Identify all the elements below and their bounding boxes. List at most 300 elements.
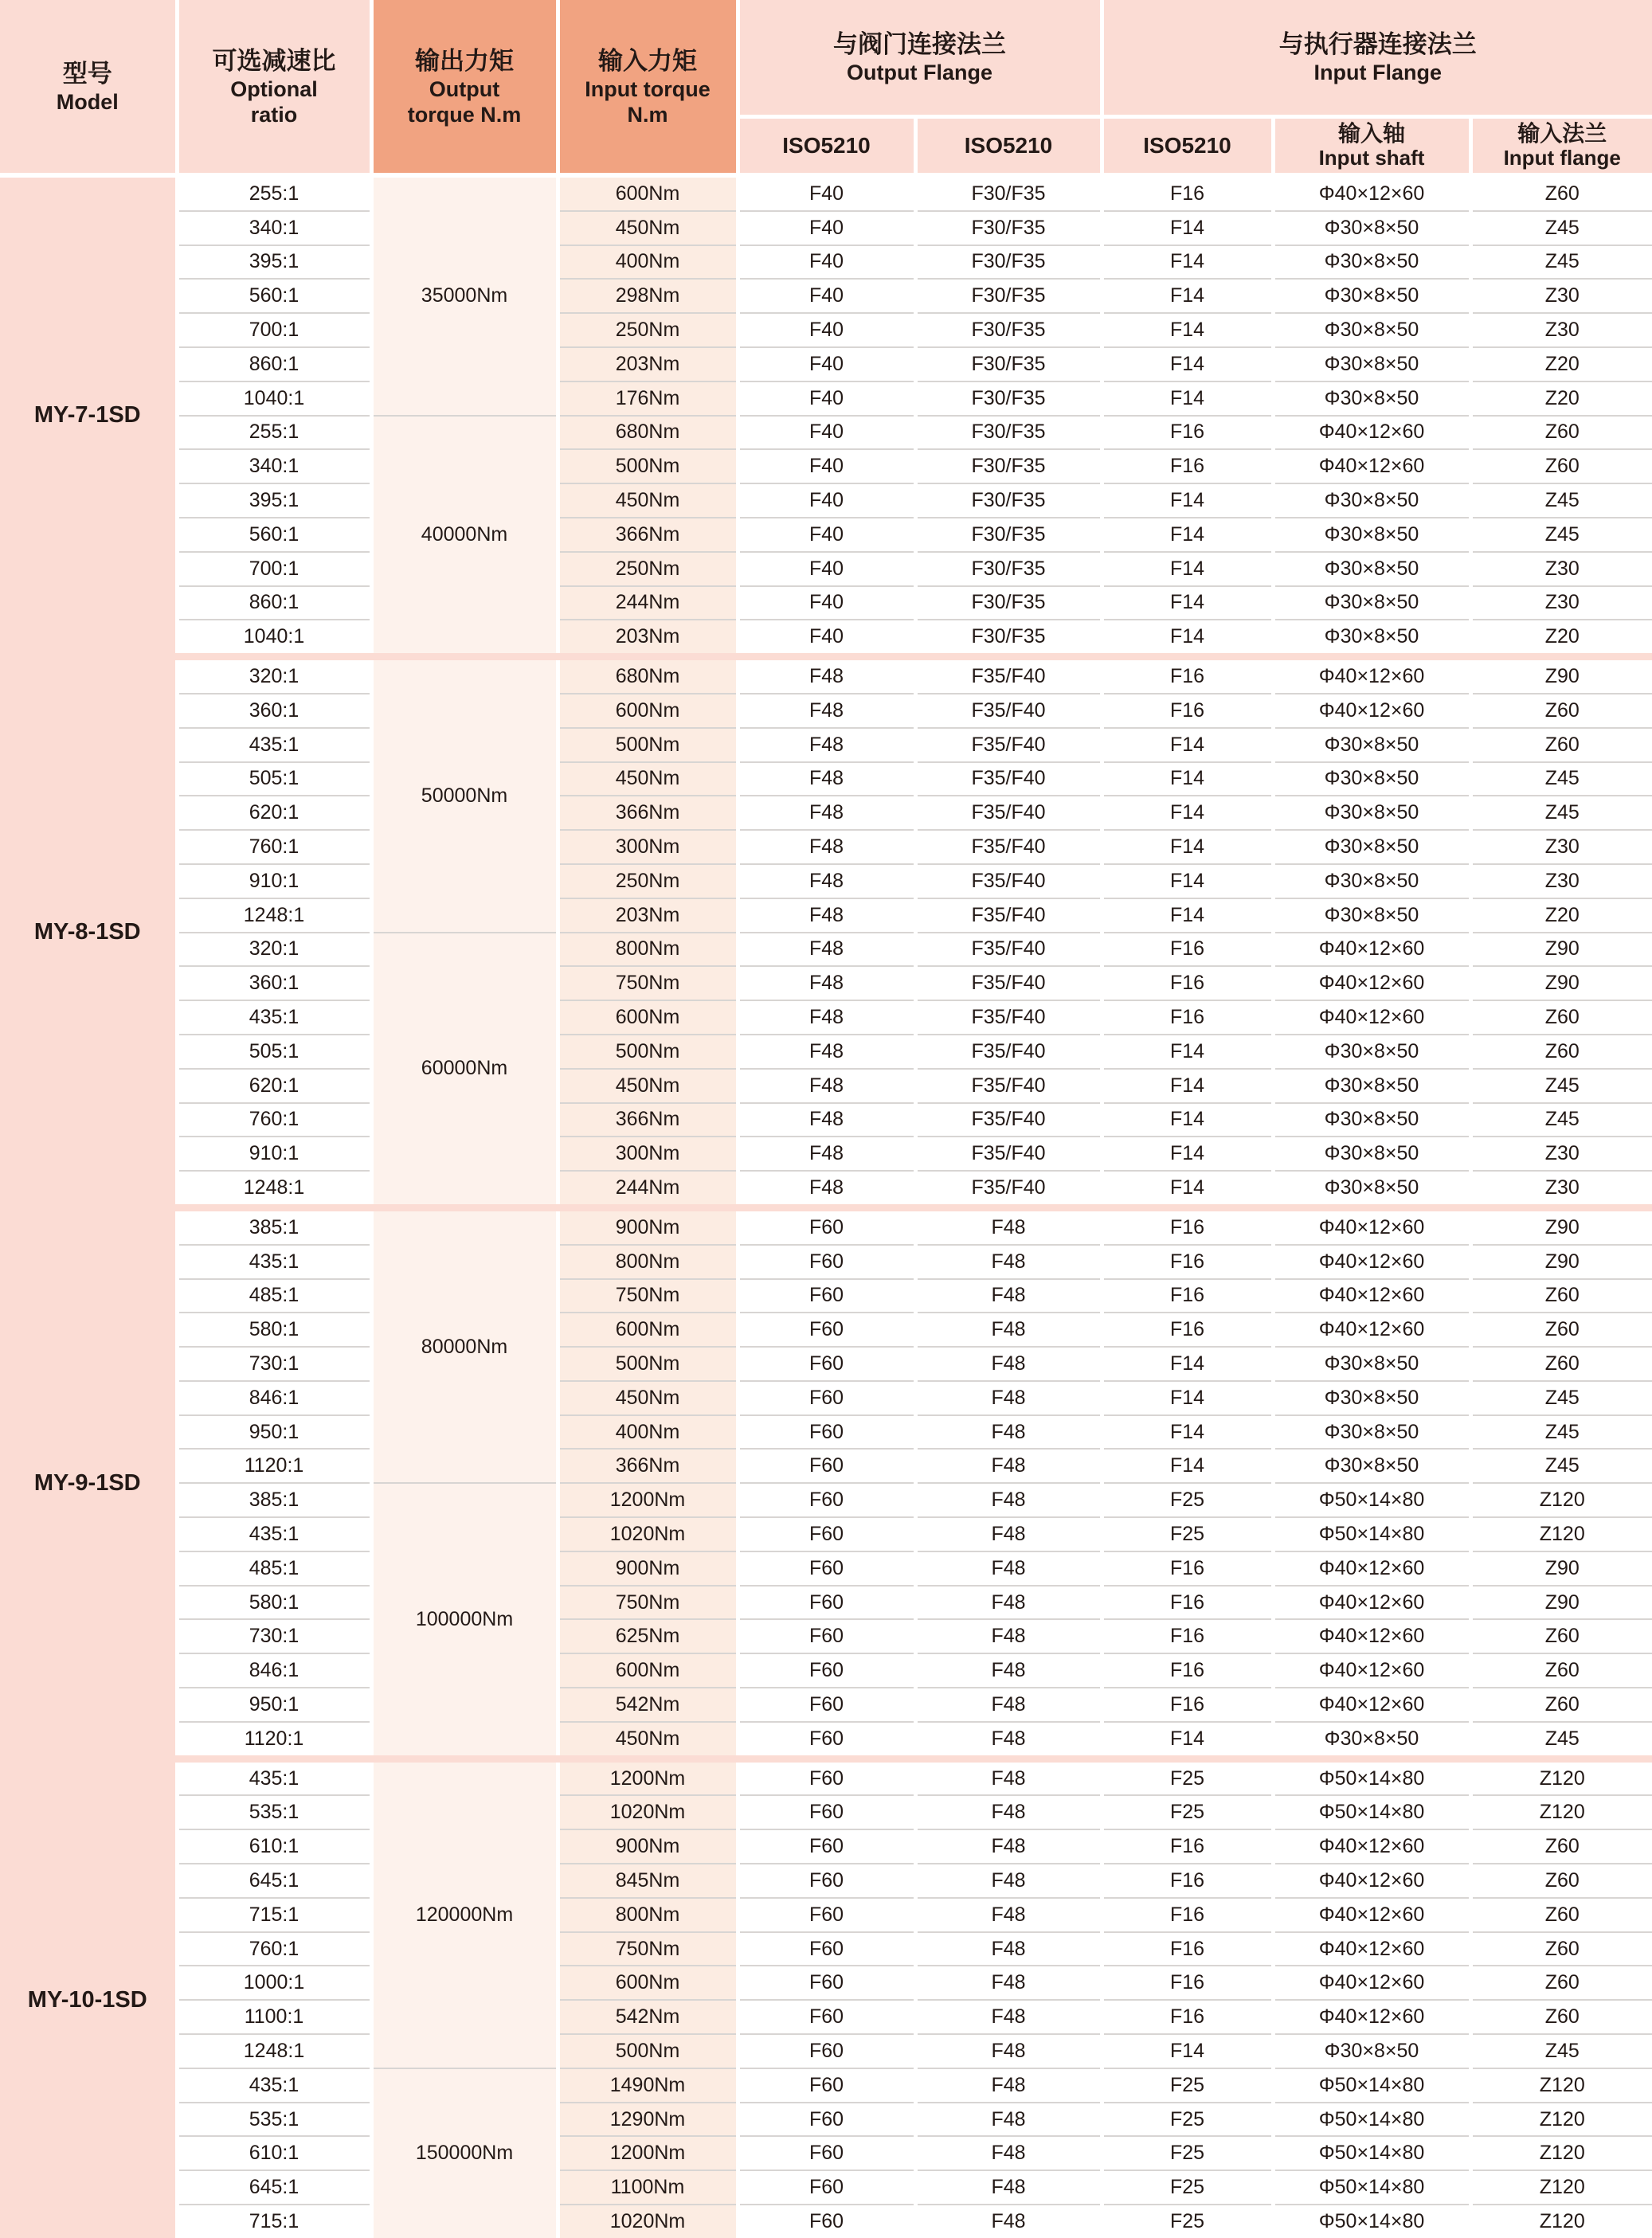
- cell-input-shaft: Φ40×12×60: [1273, 1313, 1470, 1347]
- cell-output-flange-iso2: F30/F35: [915, 313, 1102, 347]
- table-row: [0, 1000, 1652, 1035]
- cell-input-flange-iso: F14: [1102, 518, 1273, 552]
- cell-ratio: 715:1: [177, 2205, 371, 2238]
- cell-input-torque: 600Nm: [558, 694, 738, 728]
- cell-input-flange-z: Z30: [1470, 1137, 1652, 1171]
- cell-input-flange-iso: F16: [1102, 1551, 1273, 1586]
- cell-input-flange-z: Z30: [1470, 1171, 1652, 1207]
- cell-ratio: 730:1: [177, 1619, 371, 1653]
- cell-input-shaft: Φ40×12×60: [1273, 933, 1470, 967]
- table-row: [0, 830, 1652, 864]
- cell-output-flange-iso2: F30/F35: [915, 245, 1102, 280]
- cell-output-flange-iso1: F40: [738, 586, 915, 620]
- header-model-en: Model: [0, 89, 175, 115]
- cell-input-torque: 400Nm: [558, 1415, 738, 1450]
- cell-output-flange-iso1: F48: [738, 657, 915, 694]
- cell-input-shaft: Φ30×8×50: [1273, 518, 1470, 552]
- cell-ratio: 1248:1: [177, 898, 371, 933]
- cell-input-torque: 750Nm: [558, 1279, 738, 1313]
- output-torque-cell: 120000Nm: [371, 1759, 558, 2068]
- cell-output-flange-iso1: F48: [738, 1000, 915, 1035]
- cell-input-flange-iso: F16: [1102, 416, 1273, 450]
- cell-ratio: 485:1: [177, 1551, 371, 1586]
- cell-ratio: 846:1: [177, 1653, 371, 1688]
- cell-output-flange-iso2: F48: [915, 2000, 1102, 2034]
- cell-input-torque: 680Nm: [558, 657, 738, 694]
- output-torque-cell: 50000Nm: [371, 657, 558, 933]
- cell-ratio: 535:1: [177, 1795, 371, 1829]
- output-torque-cell: 60000Nm: [371, 933, 558, 1208]
- cell-ratio: 395:1: [177, 245, 371, 280]
- cell-input-flange-iso: F16: [1102, 1279, 1273, 1313]
- cell-input-flange-iso: F16: [1102, 1898, 1273, 1932]
- cell-input-torque: 366Nm: [558, 1449, 738, 1483]
- cell-output-flange-iso1: F40: [738, 175, 915, 211]
- cell-input-torque: 800Nm: [558, 1245, 738, 1279]
- cell-input-shaft: Φ40×12×60: [1273, 966, 1470, 1000]
- cell-input-flange-z: Z45: [1470, 762, 1652, 796]
- table-row: [0, 1759, 1652, 1795]
- cell-input-shaft: Φ50×14×80: [1273, 1759, 1470, 1795]
- cell-output-flange-iso2: F35/F40: [915, 1103, 1102, 1137]
- cell-output-flange-iso2: F48: [915, 1966, 1102, 2000]
- cell-input-flange-z: Z60: [1470, 1898, 1652, 1932]
- cell-output-flange-iso1: F48: [738, 898, 915, 933]
- cell-input-shaft: Φ50×14×80: [1273, 2103, 1470, 2137]
- cell-input-torque: 542Nm: [558, 2000, 738, 2034]
- cell-input-flange-z: Z120: [1470, 1795, 1652, 1829]
- table-row: [0, 1586, 1652, 1620]
- cell-output-flange-iso1: F48: [738, 1103, 915, 1137]
- cell-output-flange-iso1: F60: [738, 1619, 915, 1653]
- cell-output-flange-iso2: F48: [915, 1347, 1102, 1381]
- cell-input-torque: 203Nm: [558, 620, 738, 656]
- table-row: [0, 694, 1652, 728]
- cell-input-shaft: Φ30×8×50: [1273, 1722, 1470, 1759]
- cell-input-shaft: Φ50×14×80: [1273, 2170, 1470, 2205]
- table-row: [0, 762, 1652, 796]
- cell-output-flange-iso2: F48: [915, 1207, 1102, 1244]
- cell-output-flange-iso1: F60: [738, 2068, 915, 2103]
- cell-output-flange-iso2: F48: [915, 1829, 1102, 1864]
- cell-output-flange-iso1: F40: [738, 416, 915, 450]
- cell-output-flange-iso1: F60: [738, 1551, 915, 1586]
- cell-output-flange-iso2: F35/F40: [915, 694, 1102, 728]
- cell-input-flange-iso: F25: [1102, 2068, 1273, 2103]
- cell-output-flange-iso2: F30/F35: [915, 586, 1102, 620]
- cell-input-flange-z: Z120: [1470, 2136, 1652, 2170]
- cell-input-torque: 298Nm: [558, 279, 738, 313]
- cell-output-flange-iso2: F35/F40: [915, 830, 1102, 864]
- cell-output-flange-iso2: F35/F40: [915, 933, 1102, 967]
- header-valve-flange-en: Output Flange: [740, 60, 1100, 85]
- cell-input-flange-iso: F25: [1102, 2103, 1273, 2137]
- cell-input-flange-iso: F14: [1102, 898, 1273, 933]
- cell-output-flange-iso1: F40: [738, 245, 915, 280]
- cell-input-flange-z: Z60: [1470, 1000, 1652, 1035]
- cell-input-shaft: Φ30×8×50: [1273, 211, 1470, 245]
- cell-ratio: 950:1: [177, 1415, 371, 1450]
- cell-input-flange-z: Z60: [1470, 1313, 1652, 1347]
- cell-output-flange-iso2: F48: [915, 2034, 1102, 2068]
- cell-input-flange-iso: F14: [1102, 1137, 1273, 1171]
- cell-input-torque: 600Nm: [558, 1000, 738, 1035]
- cell-output-flange-iso2: F30/F35: [915, 175, 1102, 211]
- cell-output-flange-iso2: F30/F35: [915, 416, 1102, 450]
- cell-ratio: 360:1: [177, 966, 371, 1000]
- cell-output-flange-iso2: F48: [915, 1245, 1102, 1279]
- table-row: [0, 2068, 1652, 2103]
- cell-output-flange-iso2: F35/F40: [915, 966, 1102, 1000]
- cell-input-shaft: Φ50×14×80: [1273, 2205, 1470, 2238]
- cell-output-flange-iso2: F48: [915, 1759, 1102, 1795]
- cell-input-flange-iso: F14: [1102, 864, 1273, 898]
- cell-output-flange-iso2: F30/F35: [915, 620, 1102, 656]
- cell-input-flange-iso: F14: [1102, 483, 1273, 518]
- cell-ratio: 535:1: [177, 2103, 371, 2137]
- table-row: [0, 552, 1652, 586]
- table-row: [0, 620, 1652, 656]
- cell-input-flange-z: Z120: [1470, 2170, 1652, 2205]
- cell-output-flange-iso2: F35/F40: [915, 1069, 1102, 1103]
- cell-output-flange-iso1: F60: [738, 1688, 915, 1722]
- cell-input-shaft: Φ30×8×50: [1273, 898, 1470, 933]
- cell-output-flange-iso2: F48: [915, 1619, 1102, 1653]
- header-iso5210-1-label: ISO5210: [740, 134, 914, 158]
- cell-output-flange-iso1: F60: [738, 1586, 915, 1620]
- cell-output-flange-iso1: F60: [738, 2205, 915, 2238]
- cell-input-flange-z: Z120: [1470, 2205, 1652, 2238]
- cell-input-shaft: Φ30×8×50: [1273, 381, 1470, 416]
- cell-input-shaft: Φ30×8×50: [1273, 1171, 1470, 1207]
- cell-ratio: 645:1: [177, 1864, 371, 1898]
- table-row: [0, 1688, 1652, 1722]
- cell-input-flange-z: Z60: [1470, 1829, 1652, 1864]
- cell-output-flange-iso1: F40: [738, 279, 915, 313]
- cell-ratio: 1000:1: [177, 1966, 371, 2000]
- cell-output-flange-iso2: F48: [915, 1586, 1102, 1620]
- cell-ratio: 610:1: [177, 2136, 371, 2170]
- cell-ratio: 255:1: [177, 416, 371, 450]
- table-row: [0, 1171, 1652, 1207]
- cell-output-flange-iso1: F48: [738, 1171, 915, 1207]
- cell-input-torque: 542Nm: [558, 1688, 738, 1722]
- cell-input-flange-z: Z45: [1470, 211, 1652, 245]
- cell-input-flange-iso: F14: [1102, 728, 1273, 762]
- cell-input-flange-iso: F16: [1102, 1653, 1273, 1688]
- header-actuator-flange-en: Input Flange: [1104, 60, 1652, 85]
- cell-input-torque: 450Nm: [558, 762, 738, 796]
- cell-output-flange-iso1: F48: [738, 728, 915, 762]
- table-row: [0, 2103, 1652, 2137]
- cell-input-shaft: Φ30×8×50: [1273, 864, 1470, 898]
- cell-input-torque: 900Nm: [558, 1829, 738, 1864]
- cell-input-torque: 1490Nm: [558, 2068, 738, 2103]
- cell-output-flange-iso1: F60: [738, 1722, 915, 1759]
- cell-input-torque: 450Nm: [558, 211, 738, 245]
- table-row: [0, 416, 1652, 450]
- table-row: [0, 518, 1652, 552]
- cell-input-flange-iso: F14: [1102, 313, 1273, 347]
- cell-output-flange-iso1: F40: [738, 313, 915, 347]
- cell-input-shaft: Φ30×8×50: [1273, 2034, 1470, 2068]
- cell-ratio: 730:1: [177, 1347, 371, 1381]
- cell-output-flange-iso2: F30/F35: [915, 347, 1102, 381]
- cell-input-torque: 300Nm: [558, 1137, 738, 1171]
- cell-input-flange-iso: F14: [1102, 762, 1273, 796]
- cell-input-torque: 450Nm: [558, 1381, 738, 1415]
- cell-input-flange-iso: F16: [1102, 175, 1273, 211]
- cell-input-flange-z: Z60: [1470, 1864, 1652, 1898]
- header-output-torque: [371, 0, 558, 175]
- cell-input-shaft: Φ40×12×60: [1273, 1688, 1470, 1722]
- cell-output-flange-iso1: F60: [738, 1415, 915, 1450]
- table-row: [0, 1279, 1652, 1313]
- cell-output-flange-iso1: F60: [738, 1795, 915, 1829]
- cell-ratio: 1100:1: [177, 2000, 371, 2034]
- cell-output-flange-iso1: F40: [738, 347, 915, 381]
- table-row: [0, 1619, 1652, 1653]
- cell-output-flange-iso1: F60: [738, 1517, 915, 1551]
- cell-input-shaft: Φ40×12×60: [1273, 1245, 1470, 1279]
- header-actuator-flange-zh: 与执行器连接法兰: [1104, 29, 1652, 60]
- table-row: [0, 966, 1652, 1000]
- cell-output-flange-iso1: F60: [738, 1829, 915, 1864]
- table-row: [0, 1035, 1652, 1069]
- cell-input-flange-z: Z90: [1470, 966, 1652, 1000]
- cell-output-flange-iso1: F60: [738, 1347, 915, 1381]
- cell-input-flange-iso: F14: [1102, 1415, 1273, 1450]
- cell-output-flange-iso2: F48: [915, 1279, 1102, 1313]
- cell-input-torque: 600Nm: [558, 175, 738, 211]
- cell-input-torque: 250Nm: [558, 313, 738, 347]
- cell-ratio: 580:1: [177, 1586, 371, 1620]
- cell-input-flange-iso: F16: [1102, 1966, 1273, 2000]
- cell-output-flange-iso1: F48: [738, 1035, 915, 1069]
- cell-input-shaft: Φ30×8×50: [1273, 1069, 1470, 1103]
- cell-input-shaft: Φ40×12×60: [1273, 1551, 1470, 1586]
- cell-input-flange-z: Z60: [1470, 416, 1652, 450]
- cell-input-shaft: Φ30×8×50: [1273, 1347, 1470, 1381]
- cell-output-flange-iso1: F40: [738, 211, 915, 245]
- cell-output-flange-iso1: F40: [738, 483, 915, 518]
- cell-input-flange-z: Z30: [1470, 313, 1652, 347]
- cell-input-shaft: Φ40×12×60: [1273, 1653, 1470, 1688]
- cell-input-flange-z: Z30: [1470, 586, 1652, 620]
- cell-input-shaft: Φ40×12×60: [1273, 1966, 1470, 2000]
- cell-input-torque: 625Nm: [558, 1619, 738, 1653]
- cell-input-flange-z: Z30: [1470, 279, 1652, 313]
- cell-ratio: 505:1: [177, 762, 371, 796]
- cell-output-flange-iso2: F48: [915, 1517, 1102, 1551]
- cell-output-flange-iso2: F35/F40: [915, 898, 1102, 933]
- header-input-torque-en2: N.m: [560, 102, 736, 127]
- header-input-shaft-en: Input shaft: [1275, 147, 1469, 170]
- cell-input-torque: 176Nm: [558, 381, 738, 416]
- cell-input-torque: 450Nm: [558, 1722, 738, 1759]
- cell-input-flange-z: Z60: [1470, 1688, 1652, 1722]
- cell-input-torque: 500Nm: [558, 728, 738, 762]
- cell-input-shaft: Φ30×8×50: [1273, 1035, 1470, 1069]
- cell-output-flange-iso1: F60: [738, 1932, 915, 1966]
- cell-output-flange-iso2: F48: [915, 1688, 1102, 1722]
- cell-input-flange-z: Z30: [1470, 552, 1652, 586]
- cell-input-shaft: Φ40×12×60: [1273, 1279, 1470, 1313]
- cell-output-flange-iso2: F48: [915, 2103, 1102, 2137]
- table-header: [0, 0, 1652, 175]
- cell-input-torque: 500Nm: [558, 1347, 738, 1381]
- cell-output-flange-iso2: F48: [915, 2068, 1102, 2103]
- spec-table-body: [0, 175, 1652, 2238]
- cell-input-torque: 845Nm: [558, 1864, 738, 1898]
- table-row: [0, 657, 1652, 694]
- cell-ratio: 340:1: [177, 449, 371, 483]
- cell-input-torque: 600Nm: [558, 1313, 738, 1347]
- cell-output-flange-iso2: F35/F40: [915, 796, 1102, 830]
- cell-output-flange-iso2: F30/F35: [915, 483, 1102, 518]
- cell-output-flange-iso2: F48: [915, 1415, 1102, 1450]
- table-row: [0, 1207, 1652, 1244]
- table-row: [0, 1103, 1652, 1137]
- cell-input-torque: 800Nm: [558, 933, 738, 967]
- cell-input-flange-iso: F16: [1102, 1864, 1273, 1898]
- cell-input-torque: 244Nm: [558, 1171, 738, 1207]
- cell-input-shaft: Φ30×8×50: [1273, 586, 1470, 620]
- cell-input-flange-z: Z20: [1470, 620, 1652, 656]
- cell-input-flange-iso: F14: [1102, 1449, 1273, 1483]
- cell-input-flange-z: Z45: [1470, 1381, 1652, 1415]
- table-row: [0, 933, 1652, 967]
- cell-input-flange-iso: F25: [1102, 2170, 1273, 2205]
- table-row: [0, 1795, 1652, 1829]
- cell-input-flange-z: Z60: [1470, 449, 1652, 483]
- cell-output-flange-iso2: F48: [915, 1313, 1102, 1347]
- cell-ratio: 910:1: [177, 1137, 371, 1171]
- cell-input-shaft: Φ40×12×60: [1273, 2000, 1470, 2034]
- cell-input-flange-z: Z45: [1470, 1449, 1652, 1483]
- cell-input-flange-iso: F14: [1102, 830, 1273, 864]
- cell-output-flange-iso1: F40: [738, 518, 915, 552]
- table-row: [0, 864, 1652, 898]
- cell-input-flange-z: Z45: [1470, 245, 1652, 280]
- cell-input-torque: 1200Nm: [558, 1483, 738, 1517]
- cell-ratio: 760:1: [177, 1932, 371, 1966]
- cell-input-flange-z: Z45: [1470, 1103, 1652, 1137]
- cell-ratio: 1248:1: [177, 2034, 371, 2068]
- table-row: [0, 2000, 1652, 2034]
- cell-output-flange-iso1: F40: [738, 449, 915, 483]
- cell-input-shaft: Φ40×12×60: [1273, 175, 1470, 211]
- cell-input-flange-iso: F16: [1102, 1932, 1273, 1966]
- cell-ratio: 645:1: [177, 2170, 371, 2205]
- cell-input-torque: 750Nm: [558, 966, 738, 1000]
- header-input-shaft: [1273, 116, 1470, 175]
- table-row: [0, 796, 1652, 830]
- cell-input-flange-z: Z60: [1470, 1619, 1652, 1653]
- cell-output-flange-iso2: F48: [915, 1898, 1102, 1932]
- cell-input-shaft: Φ30×8×50: [1273, 279, 1470, 313]
- table-row: [0, 1898, 1652, 1932]
- table-row: [0, 1864, 1652, 1898]
- cell-input-flange-iso: F14: [1102, 2034, 1273, 2068]
- cell-ratio: 700:1: [177, 313, 371, 347]
- cell-input-flange-z: Z20: [1470, 347, 1652, 381]
- cell-output-flange-iso1: F60: [738, 2170, 915, 2205]
- cell-input-shaft: Φ50×14×80: [1273, 2068, 1470, 2103]
- header-iso5210-2: [915, 116, 1102, 175]
- cell-output-flange-iso2: F48: [915, 1653, 1102, 1688]
- output-torque-cell: 40000Nm: [371, 416, 558, 657]
- cell-ratio: 560:1: [177, 279, 371, 313]
- cell-output-flange-iso2: F35/F40: [915, 1171, 1102, 1207]
- cell-output-flange-iso2: F48: [915, 1864, 1102, 1898]
- cell-input-shaft: Φ30×8×50: [1273, 796, 1470, 830]
- cell-input-flange-iso: F14: [1102, 1171, 1273, 1207]
- cell-input-torque: 500Nm: [558, 449, 738, 483]
- cell-input-torque: 1020Nm: [558, 1795, 738, 1829]
- cell-input-flange-z: Z45: [1470, 1722, 1652, 1759]
- header-input-shaft-zh: 输入轴: [1275, 121, 1469, 147]
- header-valve-flange-zh: 与阀门连接法兰: [740, 29, 1100, 60]
- cell-input-flange-z: Z120: [1470, 2068, 1652, 2103]
- cell-input-shaft: Φ40×12×60: [1273, 449, 1470, 483]
- cell-output-flange-iso1: F60: [738, 1864, 915, 1898]
- cell-ratio: 620:1: [177, 796, 371, 830]
- cell-output-flange-iso1: F40: [738, 620, 915, 656]
- cell-input-shaft: Φ30×8×50: [1273, 347, 1470, 381]
- table-row: [0, 1483, 1652, 1517]
- cell-ratio: 1248:1: [177, 1171, 371, 1207]
- cell-input-flange-iso: F16: [1102, 1586, 1273, 1620]
- cell-input-torque: 600Nm: [558, 1653, 738, 1688]
- header-input-flange: [1470, 116, 1652, 175]
- table-row: [0, 1449, 1652, 1483]
- cell-output-flange-iso2: F35/F40: [915, 728, 1102, 762]
- cell-input-flange-z: Z60: [1470, 2000, 1652, 2034]
- cell-input-torque: 1020Nm: [558, 1517, 738, 1551]
- cell-input-flange-z: Z120: [1470, 1759, 1652, 1795]
- cell-input-shaft: Φ40×12×60: [1273, 1207, 1470, 1244]
- cell-output-flange-iso1: F60: [738, 2034, 915, 2068]
- cell-ratio: 950:1: [177, 1688, 371, 1722]
- cell-input-flange-iso: F14: [1102, 279, 1273, 313]
- output-torque-cell: 35000Nm: [371, 175, 558, 416]
- cell-input-torque: 250Nm: [558, 552, 738, 586]
- cell-input-flange-iso: F25: [1102, 1483, 1273, 1517]
- cell-input-flange-iso: F14: [1102, 620, 1273, 656]
- cell-input-flange-iso: F14: [1102, 1722, 1273, 1759]
- cell-input-flange-z: Z45: [1470, 1415, 1652, 1450]
- cell-input-flange-iso: F16: [1102, 1313, 1273, 1347]
- cell-input-flange-iso: F16: [1102, 1688, 1273, 1722]
- output-torque-cell: 80000Nm: [371, 1207, 558, 1483]
- cell-input-torque: 500Nm: [558, 2034, 738, 2068]
- header-iso5210-3-label: ISO5210: [1104, 134, 1271, 158]
- cell-input-flange-z: Z90: [1470, 933, 1652, 967]
- cell-input-torque: 1290Nm: [558, 2103, 738, 2137]
- cell-input-flange-z: Z45: [1470, 2034, 1652, 2068]
- cell-output-flange-iso2: F48: [915, 1483, 1102, 1517]
- cell-output-flange-iso1: F48: [738, 762, 915, 796]
- header-output-torque-zh: 输出力矩: [374, 46, 556, 76]
- cell-output-flange-iso2: F35/F40: [915, 864, 1102, 898]
- table-row: [0, 347, 1652, 381]
- cell-input-shaft: Φ40×12×60: [1273, 1619, 1470, 1653]
- cell-input-torque: 900Nm: [558, 1207, 738, 1244]
- cell-output-flange-iso2: F48: [915, 1381, 1102, 1415]
- header-ratio-en1: Optional: [179, 76, 370, 102]
- cell-input-torque: 366Nm: [558, 518, 738, 552]
